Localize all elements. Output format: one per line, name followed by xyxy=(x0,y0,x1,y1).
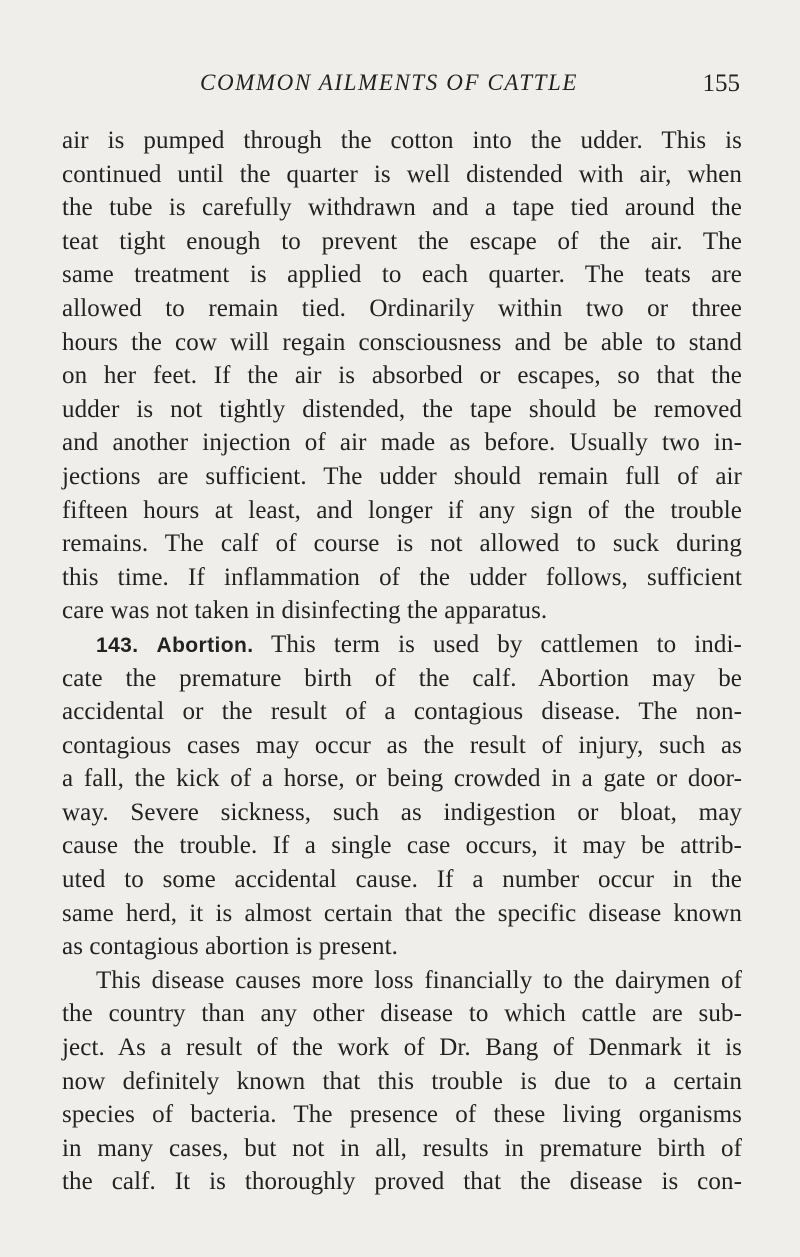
page-number: 155 xyxy=(702,70,740,97)
text-line: this time. If inflammation of the udder follows, sufficient xyxy=(62,563,742,591)
text-line: same treatment is applied to each quarter. The teats are xyxy=(62,261,742,289)
text-line: the calf. It is thoroughly proved that the disease is con- xyxy=(62,1168,742,1196)
text-line: teat tight enough to prevent the escape of the air. The xyxy=(62,227,742,255)
text-line: udder is not tightly distended, the tape should be removed xyxy=(62,395,742,423)
text-line: as contagious abortion is present. xyxy=(62,933,398,961)
text-line: the country than any other disease to which cattle are sub- xyxy=(62,1000,742,1028)
text-line: same herd, it is almost certain that the specific disease known xyxy=(62,899,742,927)
text-line: cause the trouble. If a single case occurs, it may be attrib- xyxy=(62,832,742,860)
text-line: and another injection of air made as before. Usually two in- xyxy=(62,429,742,457)
text-line: accidental or the result of a contagious disease. The non- xyxy=(62,698,742,726)
text-line: ject. As a result of the work of Dr. Bang of Denmark it is xyxy=(62,1034,742,1062)
text-line: a fall, the kick of a horse, or being crowded in a gate or door- xyxy=(62,765,742,793)
text-line: way. Severe sickness, such as indigestion or bloat, may xyxy=(62,798,742,826)
text-line: air is pumped through the cotton into the udder. This is xyxy=(62,127,742,154)
section-first-line-text: This term is used by cattlemen to indi- xyxy=(271,630,742,658)
section-title: Abortion. xyxy=(156,633,254,657)
text-line: This disease causes more loss financially to the dairymen of xyxy=(96,966,742,994)
text-line: contagious cases may occur as the result of injury, such as xyxy=(62,731,742,759)
running-title: COMMON AILMENTS OF CATTLE xyxy=(200,70,579,95)
text-line: jections are sufficient. The udder should remain full of air xyxy=(62,462,742,490)
text-line: cate the premature birth of the calf. Abortion may be xyxy=(62,664,742,692)
running-head xyxy=(200,70,740,106)
text-line: remains. The calf of course is not allowed to suck during xyxy=(62,530,742,558)
text-line: the tube is carefully withdrawn and a tape tied around the xyxy=(62,194,742,222)
section-number: 143. xyxy=(96,633,139,657)
text-line: uted to some accidental cause. If a number occur in the xyxy=(62,866,742,894)
text-line: fifteen hours at least, and longer if any sign of the trouble xyxy=(62,496,742,524)
text-line: allowed to remain tied. Ordinarily within two or three xyxy=(62,294,742,322)
body-text xyxy=(62,124,742,1199)
text-line: care was not taken in disinfecting the apparatus. xyxy=(62,597,548,625)
text-line: now definitely known that this trouble is due to a certain xyxy=(62,1067,742,1095)
text-line: in many cases, but not in all, results in premature birth of xyxy=(62,1134,742,1162)
text-line: continued until the quarter is well distended with air, when xyxy=(62,160,742,188)
text-line: on her feet. If the air is absorbed or escapes, so that the xyxy=(62,362,742,390)
text-line: hours the cow will regain consciousness and be able to stand xyxy=(62,328,742,356)
section-heading-line xyxy=(62,628,742,662)
text-line: species of bacteria. The presence of these living organisms xyxy=(62,1101,742,1129)
